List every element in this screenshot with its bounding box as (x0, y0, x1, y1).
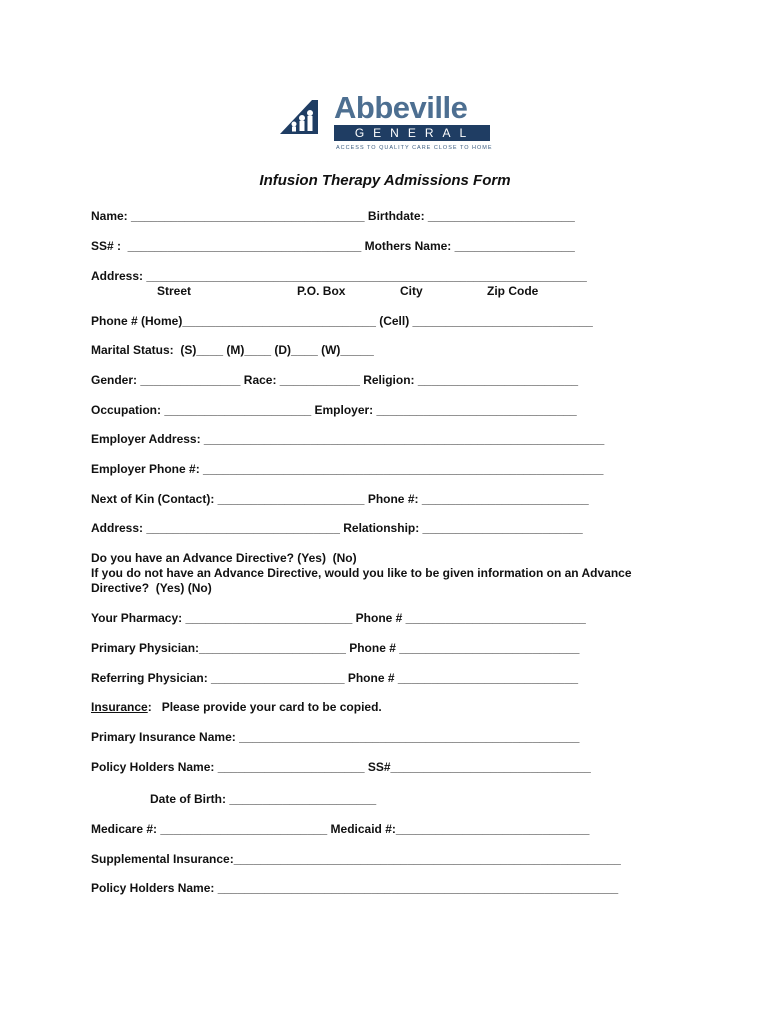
occupation-employer-field[interactable]: Occupation: ______________________ Employer: ______________________________ (91, 403, 577, 417)
insurance-note (91, 700, 382, 715)
advance-directive-info-question: If you do not have an Advance Directive, would you like to be given information on an Advance (91, 566, 632, 580)
advance-directive-info-answer: Directive? (Yes) (No) (91, 581, 212, 595)
abbeville-general-logo (278, 92, 494, 156)
medicare-medicaid-field[interactable]: Medicare #: _________________________ Medicaid #:_____________________________ (91, 822, 590, 836)
next-of-kin-field[interactable]: Next of Kin (Contact): ______________________ Phone #: _________________________ (91, 492, 589, 506)
logo-tagline: ACCESS TO QUALITY CARE CLOSE TO HOME (336, 145, 493, 151)
employer-phone-field[interactable]: Employer Phone #: ____________________________________________________________ (91, 462, 604, 476)
name-birthdate-field[interactable]: Name: ___________________________________ Birthdate: ______________________ (91, 209, 575, 223)
logo-wordmark: Abbeville (334, 90, 468, 125)
primary-insurance-field[interactable]: Primary Insurance Name: ___________________________________________________ (91, 730, 580, 744)
address-street-label: Street (157, 284, 192, 298)
supplemental-insurance-field[interactable]: Supplemental Insurance:__________________________________________________________ (91, 852, 621, 866)
policy-holder-ss-field[interactable]: Policy Holders Name: ______________________ SS#______________________________ (91, 760, 591, 774)
marital-status-field[interactable]: Marital Status: (S)____ (M)____ (D)____ (W)_____ (91, 343, 374, 357)
primary-physician-field[interactable]: Primary Physician:______________________ Phone # ___________________________ (91, 641, 580, 655)
date-of-birth-field[interactable]: Date of Birth: ______________________ (150, 792, 377, 806)
referring-physician-field[interactable]: Referring Physician: ____________________ Phone # ___________________________ (91, 671, 579, 685)
ss-mothers-name-field[interactable]: SS# : ___________________________________ Mothers Name: __________________ (91, 239, 575, 253)
people-icon (278, 96, 334, 136)
pharmacy-field[interactable]: Your Pharmacy: _________________________ Phone # ___________________________ (91, 611, 586, 625)
address-city-label: City (400, 284, 423, 298)
supplemental-policy-holder-field[interactable]: Policy Holders Name: ____________________________________________________________ (91, 881, 619, 895)
address-field[interactable]: Address: __________________________________________________________________ (91, 269, 587, 283)
insurance-heading: Insurance (91, 700, 148, 714)
insurance-instruction: : Please provide your card to be copied. (147, 700, 382, 714)
logo-general-bar: GENERAL (334, 125, 490, 141)
address-pobox-label: P.O. Box (297, 284, 346, 298)
employer-address-field[interactable]: Employer Address: ____________________________________________________________ (91, 432, 605, 446)
gender-race-religion-field[interactable]: Gender: _______________ Race: ____________ Religion: ________________________ (91, 373, 579, 387)
address-zip-label: Zip Code (487, 284, 539, 298)
kin-address-relationship-field[interactable]: Address: _____________________________ Relationship: ________________________ (91, 521, 583, 535)
phone-field[interactable]: Phone # (Home)_____________________________ (Cell) ___________________________ (91, 314, 593, 328)
form-title: Infusion Therapy Admissions Form (259, 172, 511, 189)
advance-directive-question: Do you have an Advance Directive? (Yes) (No) (91, 551, 357, 565)
